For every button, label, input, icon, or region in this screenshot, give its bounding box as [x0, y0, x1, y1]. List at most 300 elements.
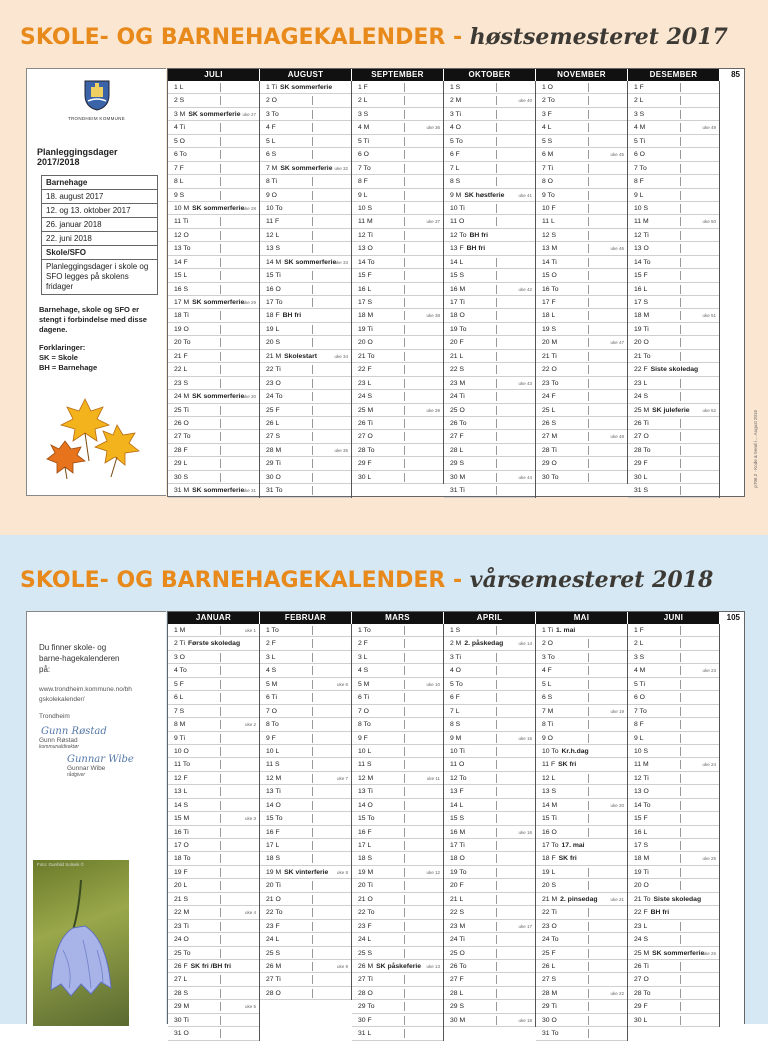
day-label: 11 O: [450, 761, 465, 769]
cell-divider: [588, 379, 589, 388]
day-label: 18 O: [450, 855, 465, 863]
day-cell: [168, 417, 259, 430]
day-cell: [168, 94, 259, 107]
cell-divider: [404, 666, 405, 675]
cell-divider: [680, 1002, 681, 1011]
month-column: [444, 81, 536, 498]
day-label: 6 O: [358, 151, 369, 159]
cell-divider: [312, 325, 313, 334]
cell-divider: [404, 298, 405, 307]
day-label: 15 S: [450, 815, 464, 823]
week-number: uke 18: [518, 1017, 532, 1023]
day-label: 5 M: [266, 680, 278, 688]
day-label: 26 M: [358, 962, 374, 970]
day-cell: [352, 202, 443, 215]
cell-divider: [312, 486, 313, 495]
day-label: 31 O: [174, 1030, 189, 1038]
day-label: 9 To: [542, 191, 555, 199]
day-label: 28 O: [358, 989, 373, 997]
day-label: 16 F: [358, 828, 372, 836]
event-label: BH fri: [469, 231, 489, 239]
day-label: 29 L: [174, 460, 188, 468]
day-cell: [168, 1027, 259, 1040]
day-label: 7 S: [174, 707, 185, 715]
day-cell: [260, 471, 351, 484]
cell-divider: [404, 83, 405, 92]
day-label: 5 L: [542, 680, 552, 688]
day-cell: [628, 826, 719, 839]
day-cell: [444, 947, 535, 960]
day-cell: [628, 283, 719, 296]
cell-divider: [680, 841, 681, 850]
day-label: 21 Ti: [542, 352, 557, 360]
cell-divider: [588, 325, 589, 334]
week-number: uke 40: [518, 98, 532, 104]
cell-divider: [680, 975, 681, 984]
day-label: 19 S: [542, 325, 556, 333]
day-cell: [260, 336, 351, 349]
day-cell: [260, 799, 351, 812]
day-cell: [168, 826, 259, 839]
day-label: 28 M: [542, 989, 558, 997]
cell-divider: [680, 231, 681, 240]
day-cell: [168, 691, 259, 704]
cell-divider: [680, 110, 681, 119]
cell-divider: [312, 217, 313, 226]
week-number: uke 37: [426, 219, 440, 225]
day-label: 2 O: [542, 640, 553, 648]
cell-divider: [312, 231, 313, 240]
day-label: 18 M: [358, 312, 374, 320]
day-label: 19 Ti: [634, 868, 649, 876]
day-cell: [260, 417, 351, 430]
day-cell: [536, 336, 627, 349]
cell-divider: [588, 908, 589, 917]
cell-divider: [680, 1016, 681, 1025]
day-label: 22 M: [174, 909, 190, 917]
day-label: 27 F: [450, 433, 464, 441]
cell-divider: [312, 760, 313, 769]
day-cell: [260, 785, 351, 798]
day-cell: [352, 947, 443, 960]
day-label: 9 L: [358, 191, 368, 199]
day-cell: [536, 785, 627, 798]
day-label: 25 O: [450, 949, 465, 957]
day-label: 4 M: [634, 667, 646, 675]
day-label: 19 M: [266, 868, 282, 876]
cell-divider: [496, 392, 497, 401]
cell-divider: [404, 164, 405, 173]
cell-divider: [220, 881, 221, 890]
week-number: uke 34: [334, 353, 348, 359]
day-label: 30 M: [450, 1016, 466, 1024]
cell-divider: [496, 164, 497, 173]
day-label: 7 M: [266, 164, 278, 172]
day-label: 30 O: [542, 1016, 557, 1024]
month-column: [168, 624, 260, 1041]
cell-divider: [588, 338, 589, 347]
day-cell: [444, 121, 535, 134]
day-cell: [628, 758, 719, 771]
cell-divider: [496, 150, 497, 159]
month-header: DESEMBER: [628, 69, 720, 81]
cell-divider: [220, 895, 221, 904]
event-label: SK sommerferie: [192, 204, 245, 212]
cell-divider: [680, 352, 681, 361]
cell-divider: [496, 432, 497, 441]
day-label: 20 O: [634, 339, 649, 347]
day-cell: [536, 148, 627, 161]
day-cell: [168, 947, 259, 960]
day-cell: [168, 121, 259, 134]
cell-divider: [404, 975, 405, 984]
day-label: 1 Ti: [542, 627, 553, 634]
cell-divider: [496, 922, 497, 931]
cell-divider: [680, 338, 681, 347]
day-cell: [628, 135, 719, 148]
week-number: uke 10: [426, 681, 440, 687]
day-label: 23 F: [266, 922, 280, 930]
cell-divider: [220, 379, 221, 388]
day-label: 21 M: [266, 352, 282, 360]
cell-divider: [588, 787, 589, 796]
cell-divider: [588, 298, 589, 307]
legend-title: Forklaringer:: [39, 343, 86, 352]
day-cell: [628, 879, 719, 892]
day-label: 4 M: [634, 124, 646, 132]
day-label: 8 S: [450, 721, 461, 729]
day-cell: [168, 404, 259, 417]
day-label: 3 L: [358, 653, 368, 661]
day-label: 18 L: [542, 312, 556, 320]
cell-divider: [312, 922, 313, 931]
day-cell: [168, 705, 259, 718]
day-label: 8 Ti: [542, 721, 553, 729]
day-cell: [444, 933, 535, 946]
day-cell: [536, 471, 627, 484]
cell-divider: [680, 854, 681, 863]
cell-divider: [220, 666, 221, 675]
cell-divider: [404, 841, 405, 850]
day-cell: [352, 457, 443, 470]
day-label: 23 M: [450, 379, 466, 387]
cell-divider: [588, 258, 589, 267]
legend-bh: BH = Barnehage: [39, 363, 98, 372]
spring-calendar-grid: [167, 611, 745, 1038]
day-cell: [444, 678, 535, 691]
day-label: 1 L: [174, 84, 184, 91]
day-label: 9 O: [266, 191, 277, 199]
cell-divider: [220, 626, 221, 635]
day-label: 3 F: [542, 110, 552, 118]
day-cell: [628, 81, 719, 94]
day-cell: [536, 624, 627, 637]
day-cell: [536, 732, 627, 745]
day-label: 17 L: [266, 842, 280, 849]
cell-divider: [496, 406, 497, 415]
day-label: 2 O: [266, 97, 277, 105]
day-cell: [168, 960, 259, 973]
day-label: 22 To: [266, 909, 283, 917]
signature-1: Gunn Røstad: [41, 726, 107, 737]
day-cell: [168, 283, 259, 296]
cell-divider: [220, 231, 221, 240]
day-label: 21 To: [358, 352, 375, 360]
day-cell: [536, 162, 627, 175]
day-label: 25 F: [542, 949, 556, 957]
day-cell: [260, 960, 351, 973]
day-cell: [260, 852, 351, 865]
cell-divider: [496, 760, 497, 769]
day-label: 18 S: [358, 855, 372, 863]
day-label: 13 O: [358, 245, 373, 253]
event-label: SK fri /BH fri: [190, 962, 232, 970]
cell-divider: [312, 666, 313, 675]
cell-divider: [312, 432, 313, 441]
cell-divider: [588, 311, 589, 320]
day-cell: [168, 987, 259, 1000]
cell-divider: [220, 801, 221, 810]
cell-divider: [680, 653, 681, 662]
day-cell: [168, 664, 259, 677]
day-label: 14 F: [174, 258, 188, 266]
day-label: 13 S: [266, 245, 280, 253]
day-label: 17 L: [358, 842, 372, 849]
day-cell: [628, 866, 719, 879]
title-dash: -: [445, 568, 470, 593]
day-cell: [536, 839, 627, 852]
cell-divider: [680, 298, 681, 307]
day-cell: [168, 256, 259, 269]
cell-divider: [312, 975, 313, 984]
day-cell: [168, 973, 259, 986]
day-cell: [168, 893, 259, 906]
day-cell: [628, 444, 719, 457]
cell-divider: [496, 123, 497, 132]
cell-divider: [220, 352, 221, 361]
week-number: uke 13: [426, 963, 440, 969]
day-label: 20 To: [174, 339, 191, 347]
signer-1-role: kommunaldirektør: [39, 744, 80, 750]
day-cell: [352, 121, 443, 134]
day-cell: [628, 256, 719, 269]
day-cell: [260, 933, 351, 946]
week-number: uke 46: [610, 246, 624, 252]
day-cell: [260, 94, 351, 107]
cell-divider: [680, 244, 681, 253]
cell-divider: [312, 774, 313, 783]
day-cell: [444, 812, 535, 825]
day-cell: [628, 799, 719, 812]
cell-divider: [588, 137, 589, 146]
cell-divider: [220, 989, 221, 998]
day-cell: [352, 664, 443, 677]
day-label: 26 L: [542, 962, 556, 970]
cell-divider: [496, 473, 497, 482]
day-cell: [352, 812, 443, 825]
day-cell: [536, 637, 627, 650]
cell-divider: [220, 760, 221, 769]
day-label: 12 Ti: [634, 774, 649, 782]
day-label: 28 To: [358, 446, 375, 454]
day-cell: [628, 906, 719, 919]
barnehage-label: Barnehage: [41, 175, 158, 190]
week-number: uke 44: [518, 474, 532, 480]
day-label: 12 To: [450, 774, 467, 782]
cell-divider: [588, 204, 589, 213]
day-cell: [444, 202, 535, 215]
day-label: 14 To: [358, 258, 375, 266]
day-label: 30 L: [634, 473, 648, 481]
day-label: 10 S: [634, 747, 648, 755]
day-cell: [444, 637, 535, 650]
day-cell: [628, 269, 719, 282]
week-number: uke 7: [336, 775, 348, 781]
cell-divider: [588, 352, 589, 361]
cell-divider: [680, 83, 681, 92]
day-label: 23 L: [358, 379, 372, 387]
day-label: 8 Ti: [266, 178, 277, 186]
day-label: 9 L: [634, 734, 644, 742]
day-cell: [168, 363, 259, 376]
day-cell: [536, 202, 627, 215]
day-cell: [168, 745, 259, 758]
day-label: 10 O: [174, 747, 189, 755]
day-cell: [536, 404, 627, 417]
day-label: 12 M: [358, 774, 374, 782]
day-cell: [260, 893, 351, 906]
signature-2: Gunnar Wibe: [67, 754, 134, 765]
day-cell: [444, 296, 535, 309]
day-label: 15 S: [450, 272, 464, 280]
day-label: 25 M: [358, 406, 374, 414]
day-cell: [628, 987, 719, 1000]
day-cell: [444, 81, 535, 94]
cell-divider: [680, 707, 681, 716]
day-cell: [444, 175, 535, 188]
day-label: 20 M: [542, 339, 558, 347]
day-label: 6 O: [634, 694, 645, 702]
day-label: 6 To: [174, 151, 187, 159]
day-cell: [536, 947, 627, 960]
day-label: 30 O: [266, 473, 281, 481]
cell-divider: [404, 814, 405, 823]
cell-divider: [404, 1029, 405, 1038]
day-label: 13 Ti: [266, 788, 281, 796]
day-cell: [628, 705, 719, 718]
day-label: 1 Ti: [266, 84, 277, 91]
day-label: 20 F: [450, 339, 464, 347]
month-header: JUNI: [628, 612, 720, 624]
day-label: 17 S: [634, 842, 648, 849]
day-cell: [168, 336, 259, 349]
day-cell: [260, 718, 351, 731]
day-cell: [536, 417, 627, 430]
cell-divider: [496, 96, 497, 105]
day-cell: [628, 363, 719, 376]
cell-divider: [588, 473, 589, 482]
day-cell: [628, 162, 719, 175]
cell-divider: [220, 177, 221, 186]
day-label: 16 L: [358, 285, 372, 293]
day-cell: [352, 785, 443, 798]
week-number: uke 28: [242, 205, 256, 211]
day-cell: [260, 457, 351, 470]
day-label: 22 L: [174, 366, 188, 374]
day-label: 23 S: [174, 379, 188, 387]
cell-divider: [404, 204, 405, 213]
day-cell: [352, 296, 443, 309]
cell-divider: [680, 720, 681, 729]
cell-divider: [404, 325, 405, 334]
day-cell: [352, 323, 443, 336]
day-label: 6 L: [174, 694, 184, 702]
day-label: 26 M: [266, 962, 282, 970]
day-cell: [536, 852, 627, 865]
week-number: uke 49: [702, 125, 716, 131]
day-cell: [168, 772, 259, 785]
day-cell: [352, 336, 443, 349]
day-cell: [444, 852, 535, 865]
event-label: SK fri: [558, 855, 577, 863]
cell-divider: [680, 204, 681, 213]
cell-divider: [588, 406, 589, 415]
cell-divider: [680, 150, 681, 159]
day-cell: [260, 148, 351, 161]
day-label: 6 O: [634, 151, 645, 159]
day-cell: [168, 624, 259, 637]
cell-divider: [404, 922, 405, 931]
event-label: SK sommerferie: [192, 299, 245, 306]
day-cell: [168, 866, 259, 879]
day-cell: [260, 947, 351, 960]
day-label: 15 F: [634, 272, 648, 280]
day-cell: [168, 920, 259, 933]
event-label: SK sommerferie: [284, 258, 337, 266]
day-cell: [352, 94, 443, 107]
day-label: 30 S: [174, 473, 188, 481]
day-label: 9 F: [358, 734, 368, 742]
day-label: 3 S: [634, 653, 645, 661]
day-label: 13 S: [542, 788, 556, 796]
cell-divider: [312, 419, 313, 428]
cell-divider: [404, 854, 405, 863]
day-cell: [352, 1000, 443, 1013]
day-label: 18 F: [266, 312, 280, 320]
day-label: 26 L: [266, 419, 280, 427]
cell-divider: [496, 110, 497, 119]
cell-divider: [220, 137, 221, 146]
calendar-url-link[interactable]: www.trondheim.kommune.no/bhgskolekalender/: [39, 686, 132, 703]
day-label: 11 F: [542, 761, 556, 769]
event-label: SK sommerferie: [192, 487, 245, 495]
day-cell: [536, 812, 627, 825]
cell-divider: [404, 217, 405, 226]
day-cell: [444, 705, 535, 718]
cell-divider: [404, 446, 405, 455]
week-number: uke 38: [426, 313, 440, 319]
cell-divider: [404, 338, 405, 347]
cell-divider: [404, 801, 405, 810]
day-label: 12 M: [266, 774, 282, 782]
cell-divider: [496, 446, 497, 455]
day-label: 7 L: [450, 164, 460, 172]
month-column: [168, 81, 260, 498]
day-cell: [352, 732, 443, 745]
day-label: 2 F: [266, 640, 276, 648]
day-label: 19 Ti: [634, 325, 649, 333]
day-label: 23 F: [358, 922, 372, 930]
